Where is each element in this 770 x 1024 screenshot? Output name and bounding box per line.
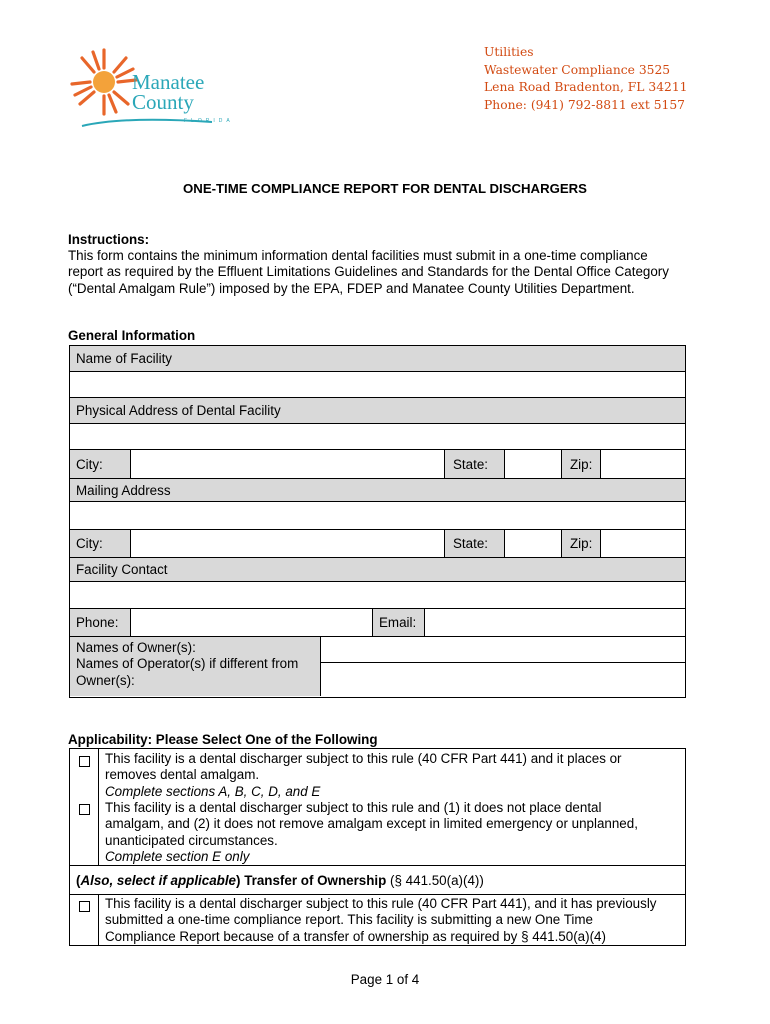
physical-city-field[interactable] [130, 450, 444, 478]
page-number: Page 1 of 4 [350, 972, 420, 987]
option-line: This facility is a dental discharger subject to this rule (40 CFR Part 441) and it places or [105, 751, 622, 766]
mailing-state-label: State: [444, 530, 504, 557]
instructions-heading: Instructions: [68, 232, 150, 247]
report-title: ONE-TIME COMPLIANCE REPORT FOR DENTAL DISCHARGERS [183, 181, 587, 196]
option-line: This facility is a dental discharger subject to this rule (40 CFR Part 441), and it has previously [105, 896, 657, 911]
option-line: amalgam, and (2) it does not remove amalgam except in limited emergency or unplanned, [105, 816, 638, 832]
facility-contact-field[interactable] [70, 582, 685, 609]
email-field[interactable] [424, 609, 685, 636]
physical-state-field[interactable] [504, 450, 561, 478]
mailing-city-field[interactable] [130, 530, 444, 557]
mailing-address-field[interactable] [70, 502, 685, 530]
physical-zip-label: Zip: [561, 450, 600, 478]
mailing-city-label: City: [70, 530, 130, 557]
facility-contact-label: Facility Contact [76, 562, 168, 577]
address-line: Utilities [484, 45, 534, 59]
option2-checkbox[interactable] [79, 804, 90, 815]
manatee-county-logo [64, 42, 234, 142]
instructions-line: report as required by the Effluent Limitations Guidelines and Standards for the Dental Office Category [68, 264, 669, 280]
mailing-state-field[interactable] [504, 530, 561, 557]
mailing-address-label: Mailing Address [76, 483, 171, 498]
option3-text [105, 896, 683, 945]
divider [70, 894, 685, 895]
owners-field[interactable] [320, 637, 685, 663]
mailing-zip-label: Zip: [561, 530, 600, 557]
mailing-city-row [70, 530, 685, 558]
instructions-line: This form contains the minimum information dental facilities must submit in a one-time compliance [68, 248, 648, 263]
applicability-heading: Applicability: Please Select One of the Following [68, 732, 378, 747]
instructions-body [68, 248, 708, 297]
address-line: Wastewater Compliance 3525 [484, 62, 671, 77]
phone-field[interactable] [130, 609, 372, 636]
instructions-line: (“Dental Amalgam Rule”) imposed by the EPA, FDEP and Manatee County Utilities Department. [68, 280, 635, 296]
facility-name-label-row [70, 346, 685, 372]
physical-city-label: City: [70, 450, 130, 478]
facility-name-label: Name of Facility [76, 351, 172, 366]
divider [70, 865, 685, 866]
mailing-zip-field[interactable] [600, 530, 685, 557]
transfer-citation: (§ 441.50(a)(4)) [386, 873, 484, 888]
operators-label-cont: Owner(s): [76, 672, 135, 688]
mailing-address-label-row [70, 479, 685, 502]
transfer-heading [76, 873, 654, 889]
facility-contact-label-row [70, 558, 685, 582]
option2-note: Complete section E only [105, 848, 250, 864]
facility-name-field[interactable] [70, 372, 685, 398]
general-information-table [69, 345, 686, 698]
option1-text [105, 751, 683, 800]
operators-label: Names of Operator(s) if different from [76, 656, 299, 672]
department-address [484, 44, 688, 114]
physical-address-field[interactable] [70, 424, 685, 450]
physical-zip-field[interactable] [600, 450, 685, 478]
operators-field[interactable] [320, 663, 685, 696]
transfer-also: Also, select if applicable [80, 873, 237, 888]
physical-address-label-row [70, 398, 685, 424]
phone-label: Phone: [70, 609, 130, 636]
option-line: This facility is a dental discharger subject to this rule and (1) it does not place dental [105, 800, 602, 815]
applicability-table [69, 748, 686, 946]
transfer-title: ) Transfer of Ownership [236, 873, 387, 888]
phone-email-row [70, 609, 685, 637]
address-line: Lena Road Bradenton, FL 34211 [484, 80, 688, 94]
logo-wordmark [132, 72, 204, 112]
owner-operator-row [70, 637, 685, 696]
option3-checkbox[interactable] [79, 901, 90, 912]
email-label: Email: [372, 609, 424, 636]
option-line: removes dental amalgam. [105, 767, 260, 783]
address-line: Phone: (941) 792-8811 ext 5157 [484, 97, 686, 112]
owners-label: Names of Owner(s): [76, 640, 196, 655]
option-line: submitted a one-time compliance report. This facility is submitting a new One Time [105, 912, 593, 928]
logo-subtitle: FLORIDA [184, 118, 234, 124]
logo-line1: Manatee [132, 70, 205, 94]
transfer-paren: ( [76, 873, 81, 888]
option2-text [105, 800, 683, 865]
option1-checkbox[interactable] [79, 756, 90, 767]
physical-state-label: State: [444, 450, 504, 478]
physical-city-row [70, 450, 685, 479]
option-line: unanticipated circumstances. [105, 832, 278, 848]
general-information-heading: General Information [68, 328, 196, 343]
option1-note: Complete sections A, B, C, D, and E [105, 783, 321, 799]
logo-line2: County [132, 90, 194, 114]
owner-operator-labels [70, 637, 320, 696]
option-line: Compliance Report because of a transfer of ownership as required by § 441.50(a)(4) [105, 928, 606, 944]
physical-address-label: Physical Address of Dental Facility [76, 403, 281, 418]
